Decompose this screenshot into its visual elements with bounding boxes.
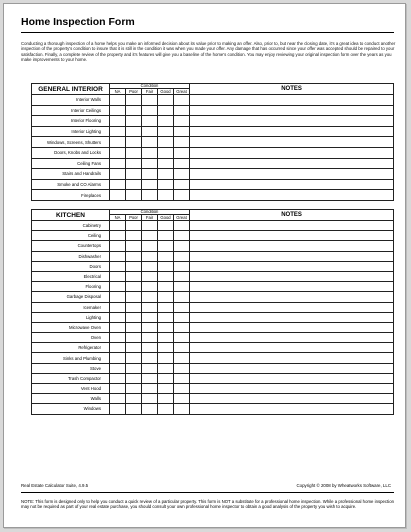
- na-cell[interactable]: [110, 271, 126, 281]
- great-cell[interactable]: [174, 394, 190, 404]
- na-cell[interactable]: [110, 373, 126, 383]
- table-row: [32, 282, 394, 292]
- good-cell[interactable]: [158, 373, 174, 383]
- title-divider: [21, 32, 394, 33]
- na-cell[interactable]: [110, 363, 126, 373]
- poor-cell[interactable]: [126, 105, 142, 116]
- good-header: Good: [158, 215, 174, 221]
- good-cell[interactable]: [158, 394, 174, 404]
- notes-cell[interactable]: [190, 322, 394, 332]
- good-cell[interactable]: [158, 292, 174, 302]
- great-cell[interactable]: [174, 179, 190, 190]
- na-cell[interactable]: [110, 190, 126, 201]
- great-cell[interactable]: [174, 404, 190, 414]
- notes-cell[interactable]: [190, 271, 394, 281]
- notes-cell[interactable]: [190, 353, 394, 363]
- fair-cell[interactable]: [142, 271, 158, 281]
- good-cell[interactable]: [158, 261, 174, 271]
- poor-cell[interactable]: [126, 312, 142, 322]
- good-cell[interactable]: [158, 271, 174, 281]
- good-cell[interactable]: [158, 179, 174, 190]
- table-row: [32, 384, 394, 394]
- poor-cell[interactable]: [126, 271, 142, 281]
- great-cell[interactable]: [174, 312, 190, 322]
- good-cell[interactable]: [158, 126, 174, 137]
- good-cell[interactable]: [158, 404, 174, 414]
- item-label: Walls: [32, 394, 110, 404]
- na-cell[interactable]: [110, 343, 126, 353]
- good-cell[interactable]: [158, 333, 174, 343]
- na-cell[interactable]: [110, 384, 126, 394]
- great-cell[interactable]: [174, 158, 190, 169]
- notes-cell[interactable]: [190, 126, 394, 137]
- table-row: [32, 404, 394, 414]
- na-cell[interactable]: [110, 137, 126, 148]
- notes-cell[interactable]: [190, 302, 394, 312]
- item-label: Trash Compactor: [32, 373, 110, 383]
- good-cell[interactable]: [158, 282, 174, 292]
- poor-cell[interactable]: [126, 302, 142, 312]
- table-row: [32, 343, 394, 353]
- fair-header: Fair: [142, 215, 158, 221]
- poor-cell[interactable]: [126, 282, 142, 292]
- fair-cell[interactable]: [142, 292, 158, 302]
- item-label: Cabinetry: [32, 221, 110, 231]
- good-cell[interactable]: [158, 241, 174, 251]
- good-cell[interactable]: [158, 343, 174, 353]
- great-cell[interactable]: [174, 190, 190, 201]
- footer-divider: [21, 492, 394, 493]
- great-cell[interactable]: [174, 363, 190, 373]
- na-cell[interactable]: [110, 105, 126, 116]
- footer-copyright: Copyright © 2008 by Wheatworks Software, LLC: [296, 483, 391, 488]
- na-header: NA: [110, 89, 126, 95]
- table-row: [32, 353, 394, 363]
- item-label: Electrical: [32, 271, 110, 281]
- poor-cell[interactable]: [126, 322, 142, 332]
- fair-cell[interactable]: [142, 169, 158, 180]
- table-row: [32, 126, 394, 137]
- table-row: [32, 179, 394, 190]
- notes-cell[interactable]: [190, 384, 394, 394]
- item-label: Stairs and Handrails: [32, 169, 110, 180]
- great-cell[interactable]: [174, 261, 190, 271]
- kitchen-heading: KITCHEN: [32, 210, 110, 221]
- item-label: Countertops: [32, 241, 110, 251]
- good-cell[interactable]: [158, 105, 174, 116]
- great-cell[interactable]: [174, 241, 190, 251]
- table-row: [32, 333, 394, 343]
- notes-cell[interactable]: [190, 241, 394, 251]
- good-cell[interactable]: [158, 231, 174, 241]
- fair-cell[interactable]: [142, 137, 158, 148]
- fair-cell[interactable]: [142, 147, 158, 158]
- fair-cell[interactable]: [142, 126, 158, 137]
- poor-cell[interactable]: [126, 179, 142, 190]
- fair-cell[interactable]: [142, 343, 158, 353]
- great-cell[interactable]: [174, 292, 190, 302]
- poor-cell[interactable]: [126, 190, 142, 201]
- na-cell[interactable]: [110, 404, 126, 414]
- na-cell[interactable]: [110, 147, 126, 158]
- poor-header: Poor: [126, 89, 142, 95]
- footer-version: Real Estate Calculator Suite, 4.9.5: [21, 483, 89, 488]
- good-cell[interactable]: [158, 353, 174, 363]
- fair-cell[interactable]: [142, 312, 158, 322]
- good-cell[interactable]: [158, 158, 174, 169]
- na-cell[interactable]: [110, 241, 126, 251]
- poor-header: Poor: [126, 215, 142, 221]
- fair-header: Fair: [142, 89, 158, 95]
- great-cell[interactable]: [174, 322, 190, 332]
- notes-cell[interactable]: [190, 251, 394, 261]
- poor-cell[interactable]: [126, 158, 142, 169]
- table-row: [32, 292, 394, 302]
- notes-cell[interactable]: [190, 147, 394, 158]
- na-cell[interactable]: [110, 292, 126, 302]
- table-row: [32, 137, 394, 148]
- good-cell[interactable]: [158, 302, 174, 312]
- fair-cell[interactable]: [142, 282, 158, 292]
- fair-cell[interactable]: [142, 261, 158, 271]
- fair-cell[interactable]: [142, 333, 158, 343]
- na-cell[interactable]: [110, 158, 126, 169]
- item-label: Dishwasher: [32, 251, 110, 261]
- na-cell[interactable]: [110, 221, 126, 231]
- table-row: [32, 147, 394, 158]
- fair-cell[interactable]: [142, 158, 158, 169]
- na-cell[interactable]: [110, 169, 126, 180]
- notes-cell[interactable]: [190, 158, 394, 169]
- good-cell[interactable]: [158, 363, 174, 373]
- poor-cell[interactable]: [126, 333, 142, 343]
- item-label: Flooring: [32, 282, 110, 292]
- item-label: Oven: [32, 333, 110, 343]
- item-label: Interior Walls: [32, 95, 110, 106]
- na-cell[interactable]: [110, 95, 126, 106]
- item-label: Interior Ceilings: [32, 105, 110, 116]
- good-cell[interactable]: [158, 137, 174, 148]
- notes-cell[interactable]: [190, 363, 394, 373]
- table-row: [32, 363, 394, 373]
- table-row: [32, 322, 394, 332]
- page-title: Home Inspection Form: [21, 16, 135, 28]
- item-label: Windows: [32, 404, 110, 414]
- fair-cell[interactable]: [142, 322, 158, 332]
- poor-cell[interactable]: [126, 241, 142, 251]
- kitchen-table: [31, 209, 394, 415]
- fair-cell[interactable]: [142, 95, 158, 106]
- na-cell[interactable]: [110, 394, 126, 404]
- table-row: [32, 261, 394, 271]
- notes-cell[interactable]: [190, 282, 394, 292]
- na-cell[interactable]: [110, 282, 126, 292]
- great-cell[interactable]: [174, 126, 190, 137]
- great-cell[interactable]: [174, 231, 190, 241]
- fair-cell[interactable]: [142, 231, 158, 241]
- great-cell[interactable]: [174, 373, 190, 383]
- na-cell[interactable]: [110, 261, 126, 271]
- na-cell[interactable]: [110, 333, 126, 343]
- notes-cell[interactable]: [190, 137, 394, 148]
- condition-header: Condition: [110, 84, 190, 89]
- great-cell[interactable]: [174, 147, 190, 158]
- item-label: Refrigerator: [32, 343, 110, 353]
- great-cell[interactable]: [174, 271, 190, 281]
- na-cell[interactable]: [110, 179, 126, 190]
- form-page: [3, 3, 406, 528]
- good-cell[interactable]: [158, 221, 174, 231]
- notes-header: NOTES: [190, 210, 394, 221]
- item-label: Icemaker: [32, 302, 110, 312]
- good-cell[interactable]: [158, 312, 174, 322]
- item-label: Lighting: [32, 312, 110, 322]
- poor-cell[interactable]: [126, 404, 142, 414]
- notes-cell[interactable]: [190, 373, 394, 383]
- disclaimer-note: NOTE: This form is designed only to help you conduct a quick review of a particular property. This form is NOT a substitute for a professional home inspection. While a professional home inspection may not be required as part of your real estate purchase, you should consult your own professional home inspector to obtain a good analysis of the property you wish to acquire.: [21, 499, 394, 510]
- notes-cell[interactable]: [190, 221, 394, 231]
- poor-cell[interactable]: [126, 373, 142, 383]
- notes-cell[interactable]: [190, 404, 394, 414]
- good-cell[interactable]: [158, 147, 174, 158]
- table-row: [32, 251, 394, 261]
- great-cell[interactable]: [174, 169, 190, 180]
- poor-cell[interactable]: [126, 363, 142, 373]
- great-cell[interactable]: [174, 282, 190, 292]
- poor-cell[interactable]: [126, 353, 142, 363]
- notes-cell[interactable]: [190, 312, 394, 322]
- great-cell[interactable]: [174, 333, 190, 343]
- table-row: [32, 394, 394, 404]
- great-cell[interactable]: [174, 343, 190, 353]
- fair-cell[interactable]: [142, 116, 158, 127]
- poor-cell[interactable]: [126, 292, 142, 302]
- na-header: NA: [110, 215, 126, 221]
- poor-cell[interactable]: [126, 261, 142, 271]
- table-row: [32, 231, 394, 241]
- fair-cell[interactable]: [142, 241, 158, 251]
- great-cell[interactable]: [174, 384, 190, 394]
- poor-cell[interactable]: [126, 221, 142, 231]
- notes-cell[interactable]: [190, 333, 394, 343]
- item-label: Windows, Screens, Shutters: [32, 137, 110, 148]
- good-cell[interactable]: [158, 169, 174, 180]
- great-cell[interactable]: [174, 221, 190, 231]
- great-cell[interactable]: [174, 137, 190, 148]
- table-row: [32, 373, 394, 383]
- fair-cell[interactable]: [142, 404, 158, 414]
- fair-cell[interactable]: [142, 353, 158, 363]
- fair-cell[interactable]: [142, 384, 158, 394]
- poor-cell[interactable]: [126, 384, 142, 394]
- great-header: Great: [174, 215, 190, 221]
- notes-cell[interactable]: [190, 261, 394, 271]
- na-cell[interactable]: [110, 251, 126, 261]
- item-label: Vent Hood: [32, 384, 110, 394]
- great-cell[interactable]: [174, 302, 190, 312]
- item-label: Interior Flooring: [32, 116, 110, 127]
- notes-cell[interactable]: [190, 105, 394, 116]
- item-label: Garbage Disposal: [32, 292, 110, 302]
- poor-cell[interactable]: [126, 169, 142, 180]
- notes-cell[interactable]: [190, 169, 394, 180]
- great-cell[interactable]: [174, 95, 190, 106]
- notes-cell[interactable]: [190, 292, 394, 302]
- general-interior-heading: GENERAL INTERIOR: [32, 84, 110, 95]
- fair-cell[interactable]: [142, 363, 158, 373]
- na-cell[interactable]: [110, 302, 126, 312]
- item-label: Microwave Oven: [32, 322, 110, 332]
- good-header: Good: [158, 89, 174, 95]
- item-label: Doors: [32, 261, 110, 271]
- notes-cell[interactable]: [190, 190, 394, 201]
- poor-cell[interactable]: [126, 147, 142, 158]
- notes-cell[interactable]: [190, 116, 394, 127]
- item-label: Ceiling Fans: [32, 158, 110, 169]
- fair-cell[interactable]: [142, 251, 158, 261]
- poor-cell[interactable]: [126, 231, 142, 241]
- fair-cell[interactable]: [142, 179, 158, 190]
- item-label: Doors, Knobs and Locks: [32, 147, 110, 158]
- table-row: [32, 95, 394, 106]
- table-row: [32, 190, 394, 201]
- na-cell[interactable]: [110, 231, 126, 241]
- good-cell[interactable]: [158, 95, 174, 106]
- table-row: [32, 241, 394, 251]
- poor-cell[interactable]: [126, 251, 142, 261]
- table-row: [32, 158, 394, 169]
- poor-cell[interactable]: [126, 394, 142, 404]
- fair-cell[interactable]: [142, 302, 158, 312]
- poor-cell[interactable]: [126, 343, 142, 353]
- na-cell[interactable]: [110, 126, 126, 137]
- table-row: [32, 221, 394, 231]
- fair-cell[interactable]: [142, 105, 158, 116]
- notes-cell[interactable]: [190, 231, 394, 241]
- good-cell[interactable]: [158, 384, 174, 394]
- table-row: [32, 116, 394, 127]
- notes-header: NOTES: [190, 84, 394, 95]
- condition-header: Condition: [110, 210, 190, 215]
- item-label: Fireplaces: [32, 190, 110, 201]
- na-cell[interactable]: [110, 353, 126, 363]
- intro-paragraph: Conducting a thorough inspection of a home helps you make an informed decision about its value prior to making an offer. Also, prior to, but near the closing date, it's a great idea to conduct another inspection of the property's condition to insure that it is still in the condition it was when you made your offer. Any damage that has occurred since your offer was accepted should be repaired to your satisfaction. Finally, a complete review of the property and it's features will give you a baseline of the home's condition. You may enjoy reviewing your original inspection form over the years as you make improvements to your home.: [21, 41, 396, 62]
- great-cell[interactable]: [174, 105, 190, 116]
- na-cell[interactable]: [110, 116, 126, 127]
- item-label: Interior Lighting: [32, 126, 110, 137]
- great-cell[interactable]: [174, 353, 190, 363]
- general-interior-table: [31, 83, 394, 201]
- item-label: Ceiling: [32, 231, 110, 241]
- poor-cell[interactable]: [126, 95, 142, 106]
- fair-cell[interactable]: [142, 221, 158, 231]
- fair-cell[interactable]: [142, 373, 158, 383]
- table-row: [32, 302, 394, 312]
- item-label: Stove: [32, 363, 110, 373]
- good-cell[interactable]: [158, 251, 174, 261]
- great-cell[interactable]: [174, 251, 190, 261]
- table-row: [32, 271, 394, 281]
- good-cell[interactable]: [158, 322, 174, 332]
- notes-cell[interactable]: [190, 343, 394, 353]
- item-label: Smoke and CO Alarms: [32, 179, 110, 190]
- fair-cell[interactable]: [142, 394, 158, 404]
- poor-cell[interactable]: [126, 126, 142, 137]
- good-cell[interactable]: [158, 190, 174, 201]
- table-row: [32, 105, 394, 116]
- notes-cell[interactable]: [190, 179, 394, 190]
- notes-cell[interactable]: [190, 394, 394, 404]
- na-cell[interactable]: [110, 322, 126, 332]
- notes-cell[interactable]: [190, 95, 394, 106]
- na-cell[interactable]: [110, 312, 126, 322]
- poor-cell[interactable]: [126, 137, 142, 148]
- fair-cell[interactable]: [142, 190, 158, 201]
- table-row: [32, 169, 394, 180]
- great-header: Great: [174, 89, 190, 95]
- item-label: Sinks and Plumbing: [32, 353, 110, 363]
- table-row: [32, 312, 394, 322]
- great-cell[interactable]: [174, 116, 190, 127]
- poor-cell[interactable]: [126, 116, 142, 127]
- good-cell[interactable]: [158, 116, 174, 127]
